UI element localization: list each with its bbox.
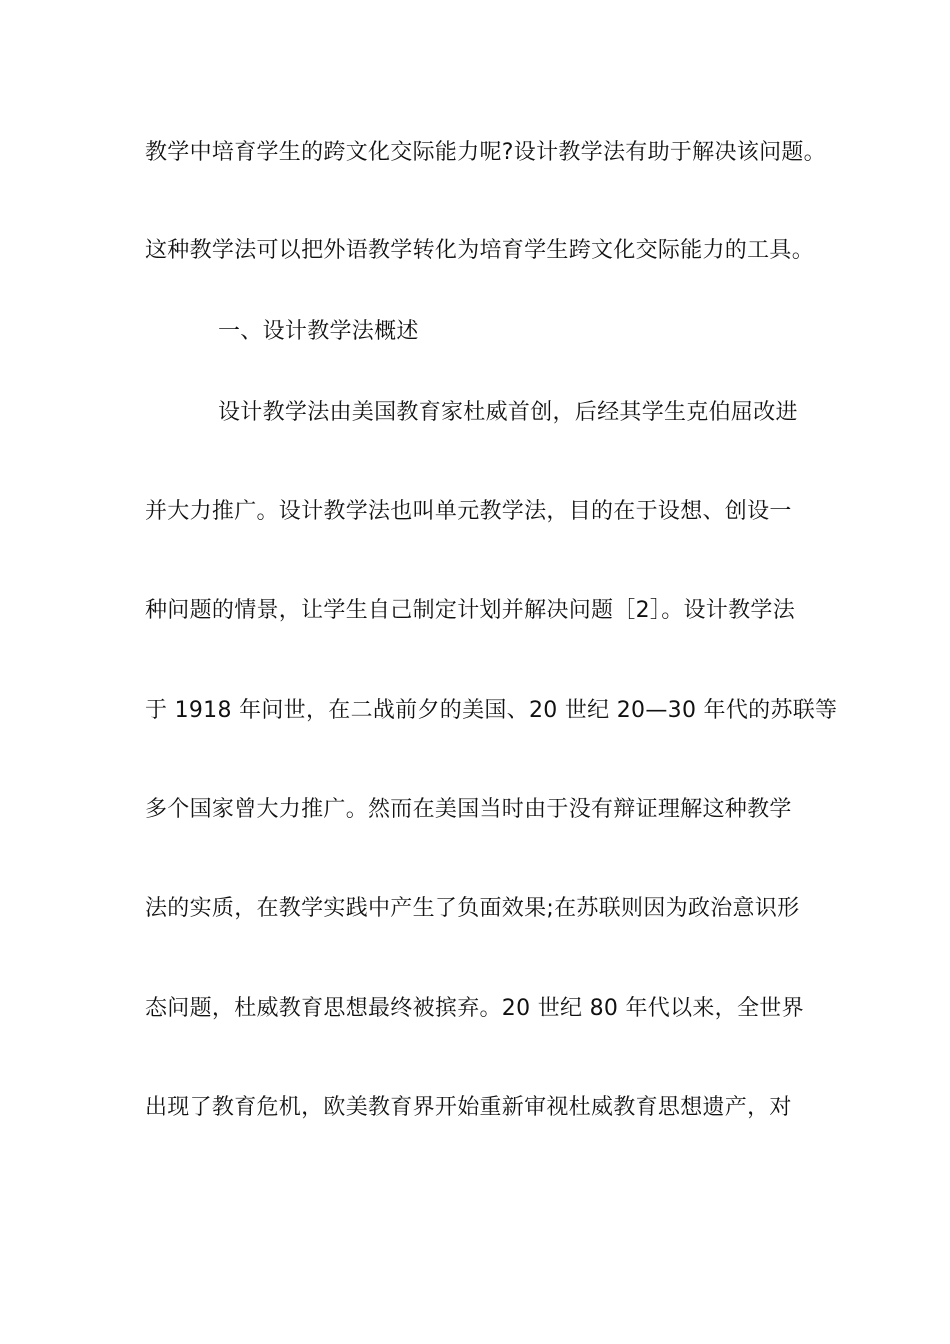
paragraph-line: 出现了教育危机，欧美教育界开始重新审视杜威教育思想遗产，对 bbox=[145, 1095, 792, 1120]
paragraph-line: 设计教学法由美国教育家杜威首创，后经其学生克伯屈改进 bbox=[218, 400, 798, 425]
paragraph-line: 于 1918 年问世，在二战前夕的美国、20 世纪 20—30 年代的苏联等 bbox=[145, 698, 838, 723]
paragraph-line: 这种教学法可以把外语教学转化为培育学生跨文化交际能力的工具。 bbox=[145, 238, 815, 263]
paragraph-line: 法的实质，在教学实践中产生了负面效果;在苏联则因为政治意识形 bbox=[145, 896, 800, 921]
paragraph-line: 教学中培育学生的跨文化交际能力呢?设计教学法有助于解决该问题。 bbox=[145, 140, 826, 165]
paragraph-line: 多个国家曾大力推广。然而在美国当时由于没有辩证理解这种教学 bbox=[145, 797, 792, 822]
paragraph-line: 并大力推广。设计教学法也叫单元教学法，目的在于设想、创设一 bbox=[145, 499, 792, 524]
section-heading: 一、设计教学法概述 bbox=[218, 319, 419, 344]
paragraph-line: 种问题的情景，让学生自己制定计划并解决问题［2］。设计教学法 bbox=[145, 598, 795, 623]
paragraph-line: 态问题，杜威教育思想最终被摈弃。20 世纪 80 年代以来，全世界 bbox=[145, 996, 804, 1021]
